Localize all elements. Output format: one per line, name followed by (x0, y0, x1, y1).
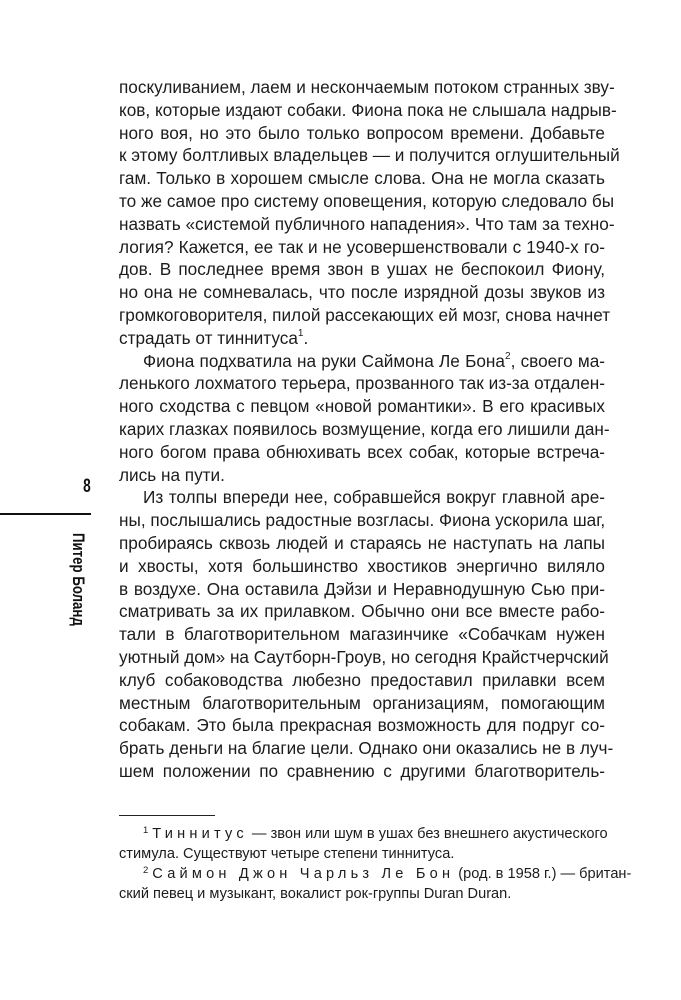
text-fragment: , своего ма- (510, 350, 605, 371)
footnote-2-mark: 2 (143, 865, 149, 876)
text-line: местным благотворительным организациям, помогающим (119, 692, 605, 713)
footnote-2-text: (род. в 1958 г.) — британ- (454, 866, 632, 882)
text-line: клуб собаководства любезно предоставил прилавки всем (119, 669, 605, 690)
text-line: гам. Только в хорошем смысле слова. Она не могла сказать (119, 168, 605, 189)
text-line: ны, послышались радостные возгласы. Фиона ускорила шаг, (119, 510, 606, 531)
text-fragment: страдать от тиннитуса (119, 327, 298, 348)
side-rule-divider (0, 513, 91, 515)
running-head-text: Питер Боланд (69, 533, 88, 626)
footnote-1-mark: 1 (143, 825, 149, 836)
text-line: тали в благотворительном магазинчике «Собачкам нужен (119, 624, 605, 645)
text-line: ного сходства с певцом «новой романтики». В его красивых (119, 396, 605, 417)
footnote-separator (119, 815, 215, 816)
text-line-paragraph-end: лись на пути. (119, 464, 225, 485)
text-line: назвать «системой публичного нападения». Что там за техно- (119, 213, 615, 234)
footnote-ref-1[interactable]: 1 (297, 328, 304, 340)
footnote-1-line-2: стимула. Существуют четыре степени тиннитуса. (119, 846, 455, 862)
text-line-paragraph-end (119, 327, 605, 350)
text-line: собакам. Это была прекрасная возможность для подруг со- (119, 715, 605, 736)
text-fragment: Фиона подхватила на руки Саймона Ле Бона (143, 350, 505, 371)
text-line: и хвосты, хотя большинство хвостиков энергично виляло (119, 555, 605, 576)
text-line: поскуливанием, лаем и нескончаемым потоком странных зву- (119, 77, 615, 97)
footnotes (119, 824, 632, 904)
text-line: громкоговорителя, пилой рассекающих ей мозг, снова начнет (119, 304, 611, 325)
text-line: карих глазках появилось возмущение, когда его лишили дан- (119, 418, 610, 439)
text-line: шем положении по сравнению с другими благотворитель- (119, 760, 605, 781)
text-line: дов. В последнее время звон в ушах не беспокоил Фиону, (119, 259, 605, 280)
text-line: пробираясь сквозь людей и стараясь не наступать на лапы (119, 532, 605, 553)
text-line: сматривать за их прилавком. Обычно они все вместе рабо- (119, 601, 605, 622)
footnote-2-line-1 (119, 864, 632, 884)
footnote-2-term: Саймон Джон Чарльз Ле Бон (152, 866, 455, 882)
text-line: ков, которые издают собаки. Фиона пока не слышала надрыв- (119, 99, 617, 120)
text-line: брать деньги на благие цели. Однако они оказались не в луч- (119, 738, 614, 759)
text-line: ного воя, но это было только вопросом времени. Добавьте (119, 122, 605, 143)
text-line-paragraph-start (119, 350, 605, 373)
text-line: к этому болтливых владельцев — и получится оглушительный (119, 145, 620, 166)
text-line-paragraph-start: Из толпы впереди нее, собравшейся вокруг главной аре- (143, 487, 605, 508)
footnote-1-text: — звон или шум в ушах без внешнего акустического (247, 826, 608, 842)
text-line: в воздухе. Она оставила Дэйзи и Неравнодушную Сью при- (119, 578, 605, 599)
text-line: то же самое про систему оповещения, которую следовало бы (119, 190, 615, 211)
footnote-ref-2[interactable]: 2 (505, 350, 511, 362)
running-head-author (68, 533, 88, 652)
text-fragment: . (303, 327, 309, 348)
footnote-1-term: Тиннитус (152, 826, 248, 842)
text-line: ленького лохматого терьера, прозванного так из-за отдален- (119, 373, 605, 394)
text-line: логия? Кажется, ее так и не усовершенствовали с 1940-х го- (119, 236, 605, 257)
footnote-1-line-1 (119, 824, 608, 844)
page-number: 8 (83, 476, 91, 497)
text-line: уютный дом» на Саутборн-Гроув, но сегодня Крайстчерчский (119, 646, 609, 667)
text-line: ного богом права обнюхивать всех собак, которые встреча- (119, 441, 605, 462)
text-line: но она не сомневалась, что после изрядной дозы звуков из (119, 282, 605, 303)
footnote-2-line-2: ский певец и музыкант, вокалист рок-группы Duran Duran. (119, 886, 512, 902)
body-text (119, 76, 620, 783)
